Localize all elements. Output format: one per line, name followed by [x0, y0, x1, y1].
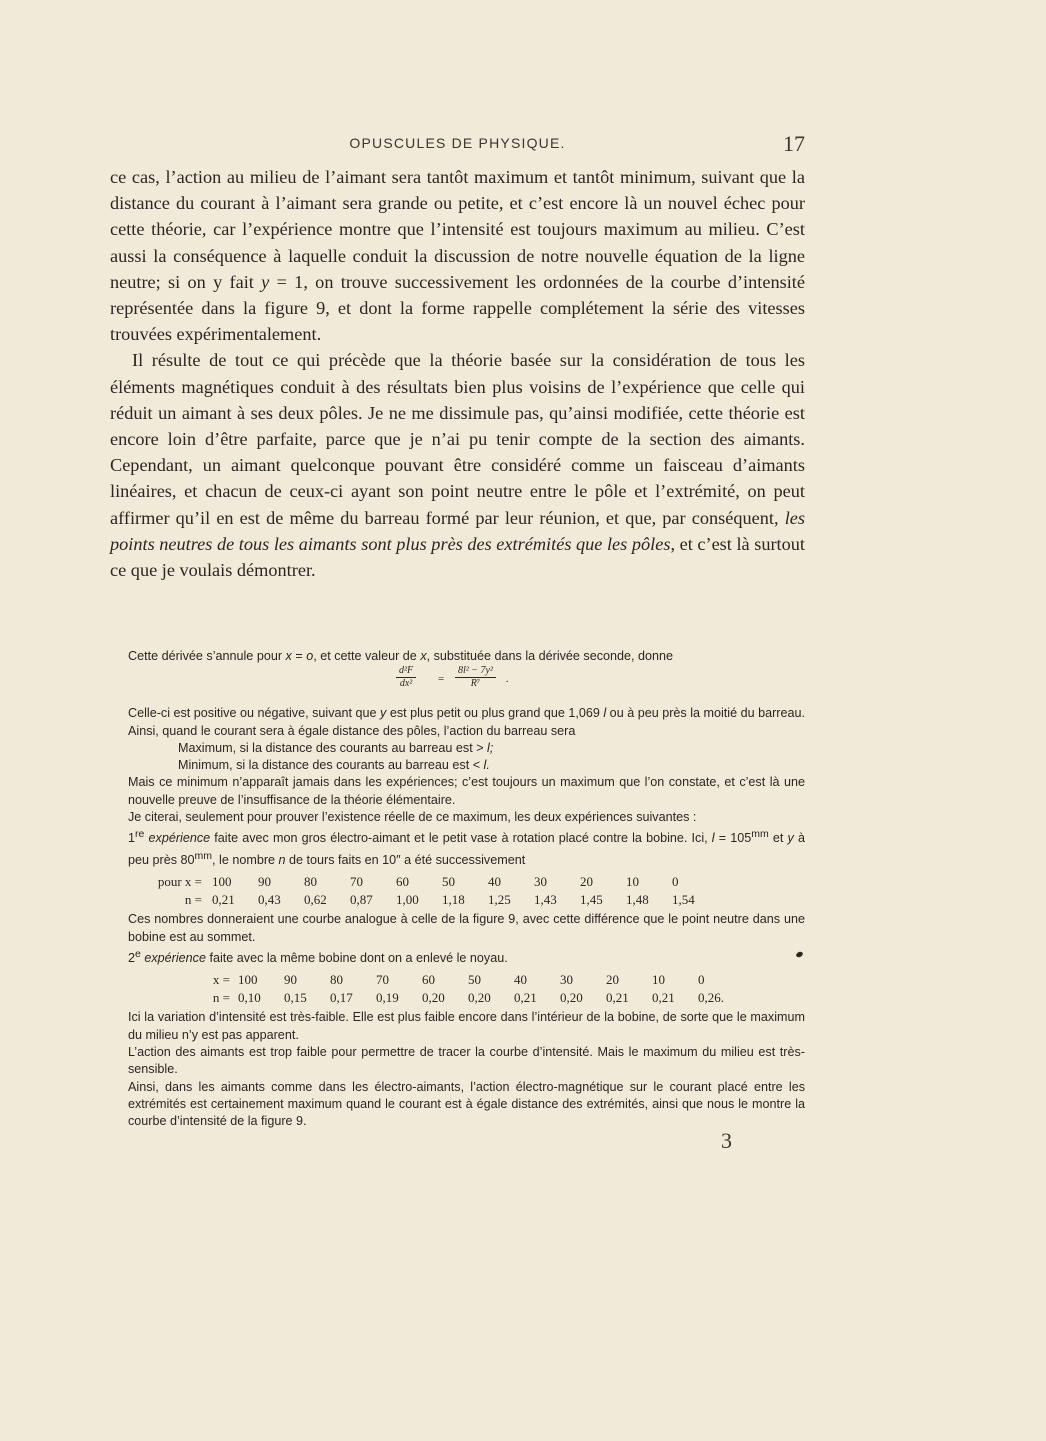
- running-title: OPUSCULES DE PHYSIQUE.: [349, 135, 566, 151]
- table-cell: 90: [284, 971, 297, 987]
- note-line: Cette dérivée s’annule pour x = o, et cette valeur de x, substituée dans la dérivée seconde, donne: [128, 649, 674, 663]
- formula-lhs: $\frac{\text{d²F}}{\text{dx²}}$: [396, 665, 416, 690]
- table-cell: 10: [626, 873, 639, 889]
- note-line: Ainsi, dans les aimants comme dans les électro-aimants, l’action électro-magnétique sur le courant placé entre les extrémités est certainement maximum quand le courant est à égale distance des extrémités, ainsi que nous le montre la courbe d’intensité de la figure 9.: [128, 1079, 805, 1129]
- formula-equals: =: [438, 673, 445, 686]
- table-cell: 1,00: [396, 891, 419, 907]
- second-derivative-formula: [110, 665, 805, 705]
- table-cell: 0,20: [422, 989, 445, 1005]
- table-cell: 1,54: [672, 891, 695, 907]
- table-cell: 0: [672, 873, 679, 889]
- table-cell: 20: [606, 971, 619, 987]
- table-cell: 1,43: [534, 891, 557, 907]
- table-cell: 80: [304, 873, 317, 889]
- table-cell: 60: [396, 873, 409, 889]
- table-cell: 1,25: [488, 891, 511, 907]
- table-cell: 1,45: [580, 891, 603, 907]
- table-cell: 0,21: [514, 989, 537, 1005]
- table-cell: 0,10: [238, 989, 261, 1005]
- note-line: Ces nombres donneraient une courbe analogue à celle de la figure 9, avec cette différence que le point neutre dans une bobine est au sommet.: [128, 912, 805, 944]
- table-cell: 10: [652, 971, 665, 987]
- table-cell: 40: [514, 971, 527, 987]
- note-line: Celle-ci est positive ou négative, suivant que y est plus petit ou plus grand que 1,069 l ou à peu près la moitié du barreau. Ainsi, quand le courant sera à égale distance des pôles, l’action du barreau sera: [128, 706, 806, 738]
- note-line: Ici la variation d’intensité est très-faible. Elle est plus faible encore dans l’intérieur de la bobine, de sorte que le maximum du milieu n’y est pas apparent.: [128, 1010, 805, 1042]
- table-cell: 0,62: [304, 891, 327, 907]
- table-cell: 1,18: [442, 891, 465, 907]
- table-cell: 80: [330, 971, 343, 987]
- table-cell: 70: [376, 971, 389, 987]
- row-label: pour x =: [157, 873, 202, 889]
- row-label: n =: [184, 891, 202, 907]
- table-cell: 100: [238, 971, 258, 987]
- page-number: 17: [783, 131, 805, 156]
- table-cell: 50: [442, 873, 455, 889]
- note-line: Maximum, si la distance des courants au barreau est > l;: [178, 740, 494, 755]
- formula-end: .: [506, 673, 509, 686]
- table-cell: 0: [698, 971, 705, 987]
- footnotes: [110, 648, 805, 1131]
- table-cell: 100: [212, 873, 232, 889]
- experiment-2-table: [110, 970, 742, 1006]
- table-cell: 0,15: [284, 989, 307, 1005]
- table-cell: 0,26.: [698, 989, 724, 1005]
- table-cell: 0,17: [330, 989, 353, 1005]
- table-cell: 0,20: [560, 989, 583, 1005]
- row-label: x =: [212, 971, 230, 987]
- table-cell: 0,43: [258, 891, 281, 907]
- note-line: 2e expérience faite avec la même bobine dont on a enlevé le noyau.: [128, 947, 508, 966]
- note-line: Mais ce minimum n’apparaît jamais dans les expériences; c’est toujours un maximum que l’on constate, et c’est là une nouvelle preuve de l’insuffisance de la théorie élémentaire.: [128, 775, 805, 807]
- table-row-n: [110, 890, 714, 908]
- row-label: n =: [212, 989, 230, 1005]
- table-cell: 0,20: [468, 989, 491, 1005]
- table-cell: 50: [468, 971, 481, 987]
- table-row-x: [110, 872, 714, 890]
- table-cell: 1,48: [626, 891, 649, 907]
- table-cell: 0,21: [606, 989, 629, 1005]
- table-row-n: [110, 988, 742, 1006]
- main-text: [110, 164, 805, 583]
- experiment-1-table: [110, 872, 714, 908]
- page-header: [110, 133, 805, 157]
- table-cell: 70: [350, 873, 363, 889]
- table-cell: 0,21: [212, 891, 235, 907]
- table-cell: 30: [560, 971, 573, 987]
- note-line: Minimum, si la distance des courants au barreau est < l.: [178, 758, 490, 773]
- note-line: 1re expérience faite avec mon gros électro-aimant et le petit vase à rotation placé contre la bobine. Ici, $l = 105^{mm}$ et y à peu près $80^{mm}$, le nombre n de tours faits en 10″ a été successivement: [128, 828, 805, 868]
- table-cell: 20: [580, 873, 593, 889]
- table-cell: 60: [422, 971, 435, 987]
- signature-mark: 3: [721, 1128, 732, 1153]
- formula-rhs: $\frac{\text{8l² − 7y²}}{\text{R⁷}}$: [455, 665, 496, 690]
- paragraph: ce cas, l’action au milieu de l’aimant sera tantôt maximum et tantôt minimum, suivant que la distance du courant à l’aimant sera grande ou petite, et c’est encore là un nouvel échec pour cette théorie, car l’expérience montre que l’intensité est toujours maximum au milieu. C’est aussi la conséquence à laquelle conduit la discussion de notre nouvelle équation de la ligne neutre; si on y fait y = 1, on trouve successivement les ordonnées de la courbe d’intensité représentée dans la figure 9, et dont la forme rappelle complétement la série des vitesses trouvées expérimentalement.: [110, 167, 805, 345]
- table-row-x: [110, 970, 742, 988]
- note-line: L’action des aimants est trop faible pour permettre de tracer la courbe d’intensité. Mais le maximum du milieu est très-sensible.: [128, 1045, 805, 1077]
- note-line: Je citerai, seulement pour prouver l’existence réelle de ce maximum, les deux expériences suivantes :: [128, 810, 697, 825]
- table-cell: 0,19: [376, 989, 399, 1005]
- table-cell: 0,87: [350, 891, 373, 907]
- paragraph: Il résulte de tout ce qui précède que la théorie basée sur la considération de tous les éléments magnétiques conduit à des résultats bien plus voisins de l’expérience que celle qui réduit un aimant à ses deux pôles. Je ne me dissimule pas, qu’ainsi modifiée, cette théorie est encore loin d’être parfaite, parce que je n’ai pu tenir compte de la section des aimants. Cependant, un aimant quelconque pouvant être considéré comme un faisceau d’aimants linéaires, et chacun de ceux-ci ayant son point neutre entre le pôle et l’extrémité, on peut affirmer qu’il en est de même du barreau formé par leur réunion, et que, par conséquent, les points neutres de tous les aimants sont plus près des extrémités que les pôles, et c’est là surtout ce que je voulais démontrer.: [110, 350, 805, 581]
- table-cell: 30: [534, 873, 547, 889]
- table-cell: 0,21: [652, 989, 675, 1005]
- table-cell: 90: [258, 873, 271, 889]
- table-cell: 40: [488, 873, 501, 889]
